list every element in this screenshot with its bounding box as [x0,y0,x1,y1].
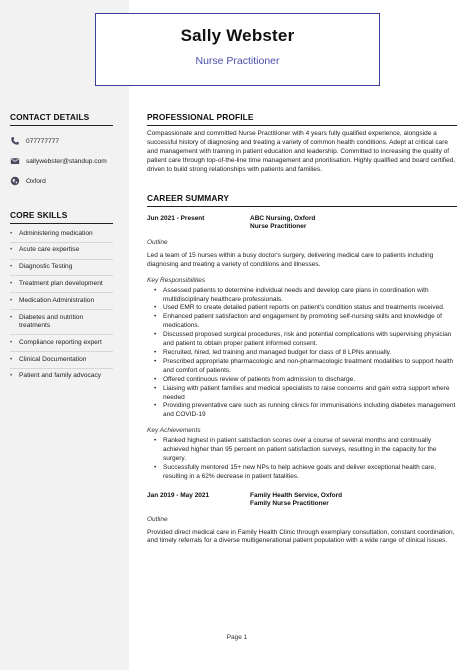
skill-item: • Diabetes and nutrition treatments [10,310,113,335]
list-item: • Liaising with patient families and medical specialists to raise concerns and gain extra support where needed [147,385,457,403]
job-employer: ABC Nursing, Oxford [250,215,316,222]
list-item: • Used EMR to create detailed patient reports on patient's condition status and treatments received. [147,304,457,313]
list-item: • Enhanced patient satisfaction and engagement by promoting self-nursing skills and knowledge of medications. [147,313,457,331]
contact-details-heading: CONTACT DETAILS [10,112,113,126]
list-item: • Discussed proposed surgical procedures, risk and potential complications with supervising physician and patient to obtain proper patient informed consent. [147,331,457,349]
career-summary-section [147,193,457,546]
job-dates: Jan 2019 - May 2021 [147,491,210,499]
phone-number: 077777777 [26,137,60,145]
outline-label: Outline [147,238,168,246]
email-icon [10,156,20,166]
job-role: Nurse Practitioner [250,223,307,231]
professional-profile-section [147,112,457,175]
core-skills-heading: CORE SKILLS [10,210,113,224]
job-header [147,215,457,232]
job-role: Family Nurse Practitioner [250,500,329,508]
page-footer [0,634,474,641]
list-item: • Assessed patients to determine individual needs and develop care plans in coordination with multidisciplinary healthcare professionals. [147,287,457,305]
header-box [95,13,380,86]
location-icon [10,176,20,186]
achievements-label: Key Achievements [147,427,201,435]
skill-item: • Administering medication [10,226,113,243]
skill-item: • Medication Administration [10,293,113,310]
responsibilities-label: Key Responsibilities [147,276,206,284]
skill-item: • Treatment plan development [10,276,113,293]
list-item: • Providing preventative care such as running clinics for immunisations including diabetes management and COVID-19 [147,402,457,420]
job-outline: Provided direct medical care in Family Health Clinic through exemplary consultation, constant coordination, and timely referrals for a diverse multigenerational patient population with a wide range of clinical issues. [147,528,455,545]
list-item: • Recruited, hired, led training and managed budget for class of 8 LPNs annually. [147,349,457,358]
skill-item: • Compliance reporting expert [10,335,113,352]
job-outline: Led a team of 15 nurses within a busy doctor's surgery, delivering medical care to patients including diagnosing and treating a variety of conditions and illnesses. [147,251,434,268]
list-item: • Ranked highest in patient satisfaction scores over a course of several months and continually achieved higher than 95 percent on patient satisfaction surveys, resulting in the capacity for the surgery. [147,437,457,464]
skill-item: • Diagnostic Testing [10,260,113,277]
core-skills-section [10,210,113,384]
contact-details-section [10,112,113,186]
job-employer: Family Health Service, Oxford [250,491,343,499]
job-header [147,492,457,509]
phone-icon [10,136,20,146]
candidate-job-title: Nurse Practitioner [195,55,280,67]
location-text: Oxford [26,177,46,185]
career-summary-heading: CAREER SUMMARY [147,193,457,207]
list-item: • Prescribed appropriate pharmacologic and non-pharmacologic treatment modalities to support health and comfort of patients. [147,358,457,376]
page-number: Page 1 [226,634,248,641]
professional-profile-heading: PROFESSIONAL PROFILE [147,112,457,126]
achievements-list [147,437,457,482]
list-item: • Successfully mentored 15+ new NPs to help achieve goals and deliver exceptional health care, resulting in a 62% decrease in patient fatalities. [147,464,457,482]
contact-email [10,156,113,166]
candidate-name: Sally Webster [180,26,295,45]
profile-text: Compassionate and committed Nurse Practitioner with 4 years fully qualified experience, alongside a successful history of diagnosing and treating a variety of common health conditions. Adept at critical care and management with training in patient education and leadership. Committed to increasing the quality of patient care through top-of-the-line time management and prioritisation. Highly qualified and board certified, driven to build strong relationships with patients and families. [147,130,456,173]
responsibilities-list [147,287,457,421]
list-item: • Offered continuous review of patients from admission to discharge. [147,376,457,385]
contact-phone [10,136,113,146]
skill-item: • Acute care expertise [10,243,113,260]
contact-location [10,176,113,186]
outline-label: Outline [147,515,168,523]
job-dates: Jun 2021 - Present [147,215,205,222]
email-address: sallywebster@standup.com [26,157,107,165]
skill-item: • Clinical Documentation [10,352,113,369]
skill-item: • Patient and family advocacy [10,372,102,380]
